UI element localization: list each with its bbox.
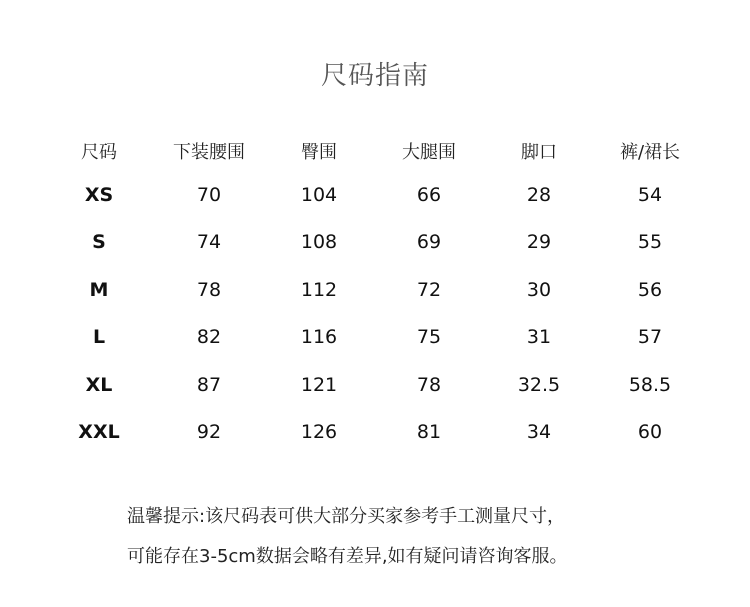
waist-cell: 70 [196,183,222,206]
size-chart-table [44,131,706,456]
length-cell: 56 [637,278,663,301]
notes-line-1: 温馨提示:该尺码表可供大部分买家参考手工测量尺寸， [127,506,566,527]
hip-cell: 116 [300,326,338,349]
thigh-cell: 72 [416,278,442,301]
table-header-row [44,131,706,171]
header-length: 裤/裙长 [619,142,681,163]
waist-cell: 82 [196,326,222,349]
size-notes [127,497,568,577]
leg-opening-cell: 30 [526,278,552,301]
header-leg-opening: 脚口 [521,142,557,163]
length-cell: 58.5 [628,373,672,396]
size-cell: M [89,278,109,301]
size-cell: XL [85,373,113,396]
waist-cell: 78 [196,278,222,301]
thigh-cell: 75 [416,326,442,349]
table-row [44,314,706,362]
waist-cell: 74 [196,231,222,254]
thigh-cell: 69 [416,231,442,254]
hip-cell: 112 [300,278,338,301]
thigh-cell: 78 [416,373,442,396]
table-row [44,361,706,409]
length-cell: 57 [637,326,663,349]
table-row [44,219,706,267]
leg-opening-cell: 29 [526,231,552,254]
leg-opening-cell: 32.5 [517,373,561,396]
leg-opening-cell: 28 [526,183,552,206]
size-cell: L [92,326,106,349]
leg-opening-cell: 31 [526,326,552,349]
table-row [44,171,706,219]
table-row [44,266,706,314]
waist-cell: 87 [196,373,222,396]
hip-cell: 104 [300,183,338,206]
thigh-cell: 81 [416,421,442,444]
leg-opening-cell: 34 [526,421,552,444]
header-hip: 臀围 [301,142,337,163]
hip-cell: 108 [300,231,338,254]
thigh-cell: 66 [416,183,442,206]
length-cell: 60 [637,421,663,444]
length-cell: 55 [637,231,663,254]
page-title: 尺码指南 [320,61,429,91]
header-size: 尺码 [81,142,117,163]
notes-line-2: 可能存在3-5cm数据会略有差异,如有疑问请咨询客服。 [127,546,568,567]
waist-cell: 92 [196,421,222,444]
size-cell: S [92,231,106,254]
size-cell: XS [84,183,114,206]
size-cell: XXL [78,421,120,444]
hip-cell: 121 [300,373,338,396]
table-row [44,409,706,457]
header-thigh: 大腿围 [402,142,456,163]
hip-cell: 126 [300,421,338,444]
length-cell: 54 [637,183,663,206]
header-waist: 下装腰围 [173,142,245,163]
